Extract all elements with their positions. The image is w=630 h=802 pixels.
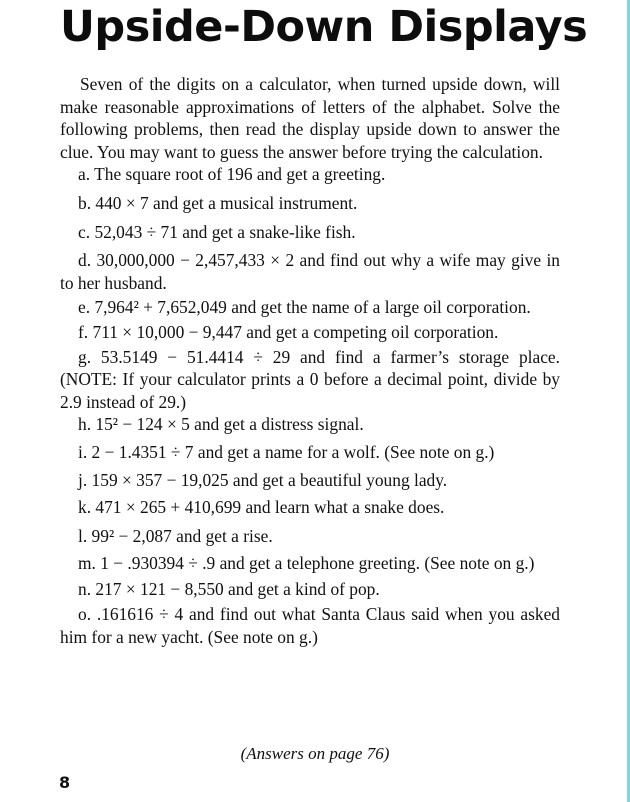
problem-item-l <box>60 525 560 548</box>
problem-label: d. <box>78 250 92 271</box>
problem-text: 53.5149 − 51.4414 ÷ 29 and find a farmer’s storage place. (NOTE: If your calculator prints a 0 before a decimal point, divide by 2.9 instead of 29.) <box>60 346 560 412</box>
problem-item-i <box>60 441 560 464</box>
problem-text: 711 × 10,000 − 9,447 and get a competing oil corporation. <box>92 321 499 342</box>
problem-item-o <box>60 603 560 648</box>
problem-item-e <box>60 296 560 319</box>
problem-item-m <box>60 552 560 575</box>
page-title: Upside-Down Displays <box>60 2 588 52</box>
problem-item-c <box>60 221 560 244</box>
problem-text: The square root of 196 and get a greeting. <box>94 164 386 185</box>
problem-text: 471 × 265 + 410,699 and learn what a snake does. <box>95 497 445 518</box>
problem-label: l. <box>78 525 88 546</box>
problem-item-k <box>60 496 560 519</box>
problem-text: 1 − .930394 ÷ .9 and get a telephone greeting. (See note on g.) <box>100 553 535 574</box>
problem-text: 217 × 121 − 8,550 and get a kind of pop. <box>95 578 380 599</box>
problem-item-f <box>60 321 560 344</box>
problem-item-b <box>60 192 560 215</box>
problem-text: 440 × 7 and get a musical instrument. <box>95 192 358 213</box>
intro-paragraph: Seven of the digits on a calculator, when turned upside down, will make reasonable approximations of letters of the alphabet. Solve the following problems, then read the display upside down to answer the clue. You may want to guess the answer before trying the calculation. <box>60 74 560 162</box>
problem-label: m. <box>78 553 96 574</box>
problem-label: n. <box>78 578 92 599</box>
problem-text: 159 × 357 − 19,025 and get a beautiful young lady. <box>91 469 448 490</box>
problem-label: o. <box>78 604 92 625</box>
problem-text: 7,964² + 7,652,049 and get the name of a large oil corporation. <box>94 297 531 318</box>
problem-label: i. <box>78 441 88 462</box>
problem-text: 52,043 ÷ 71 and get a snake-like fish. <box>94 221 356 242</box>
problem-label: c. <box>78 221 91 242</box>
problem-item-n <box>60 578 560 601</box>
problem-text: 99² − 2,087 and get a rise. <box>91 525 273 546</box>
page-number: 8 <box>59 773 71 792</box>
problem-item-j <box>60 469 560 492</box>
problem-label: h. <box>78 414 92 435</box>
problem-text: .161616 ÷ 4 and find out what Santa Claus said when you asked him for a new yacht. (See note on g.) <box>60 604 560 648</box>
problem-item-g <box>60 346 560 414</box>
problem-item-h <box>60 413 560 436</box>
problem-text: 2 − 1.4351 ÷ 7 and get a name for a wolf. (See note on g.) <box>91 441 495 462</box>
problem-label: f. <box>78 321 89 342</box>
problem-item-a <box>60 163 560 186</box>
problem-text: 15² − 124 × 5 and get a distress signal. <box>95 414 364 435</box>
answers-reference: (Answers on page 76) <box>240 744 390 763</box>
problem-label: b. <box>78 192 92 213</box>
problem-label: e. <box>78 297 91 318</box>
problem-text: 30,000,000 − 2,457,433 × 2 and find out why a wife may give in to her husband. <box>60 250 560 293</box>
problem-label: k. <box>78 497 92 518</box>
problem-item-d <box>60 249 560 294</box>
problem-label: j. <box>78 469 88 490</box>
page-body <box>60 73 560 649</box>
problem-label: a. <box>78 164 91 185</box>
problem-label: g. <box>78 346 92 367</box>
